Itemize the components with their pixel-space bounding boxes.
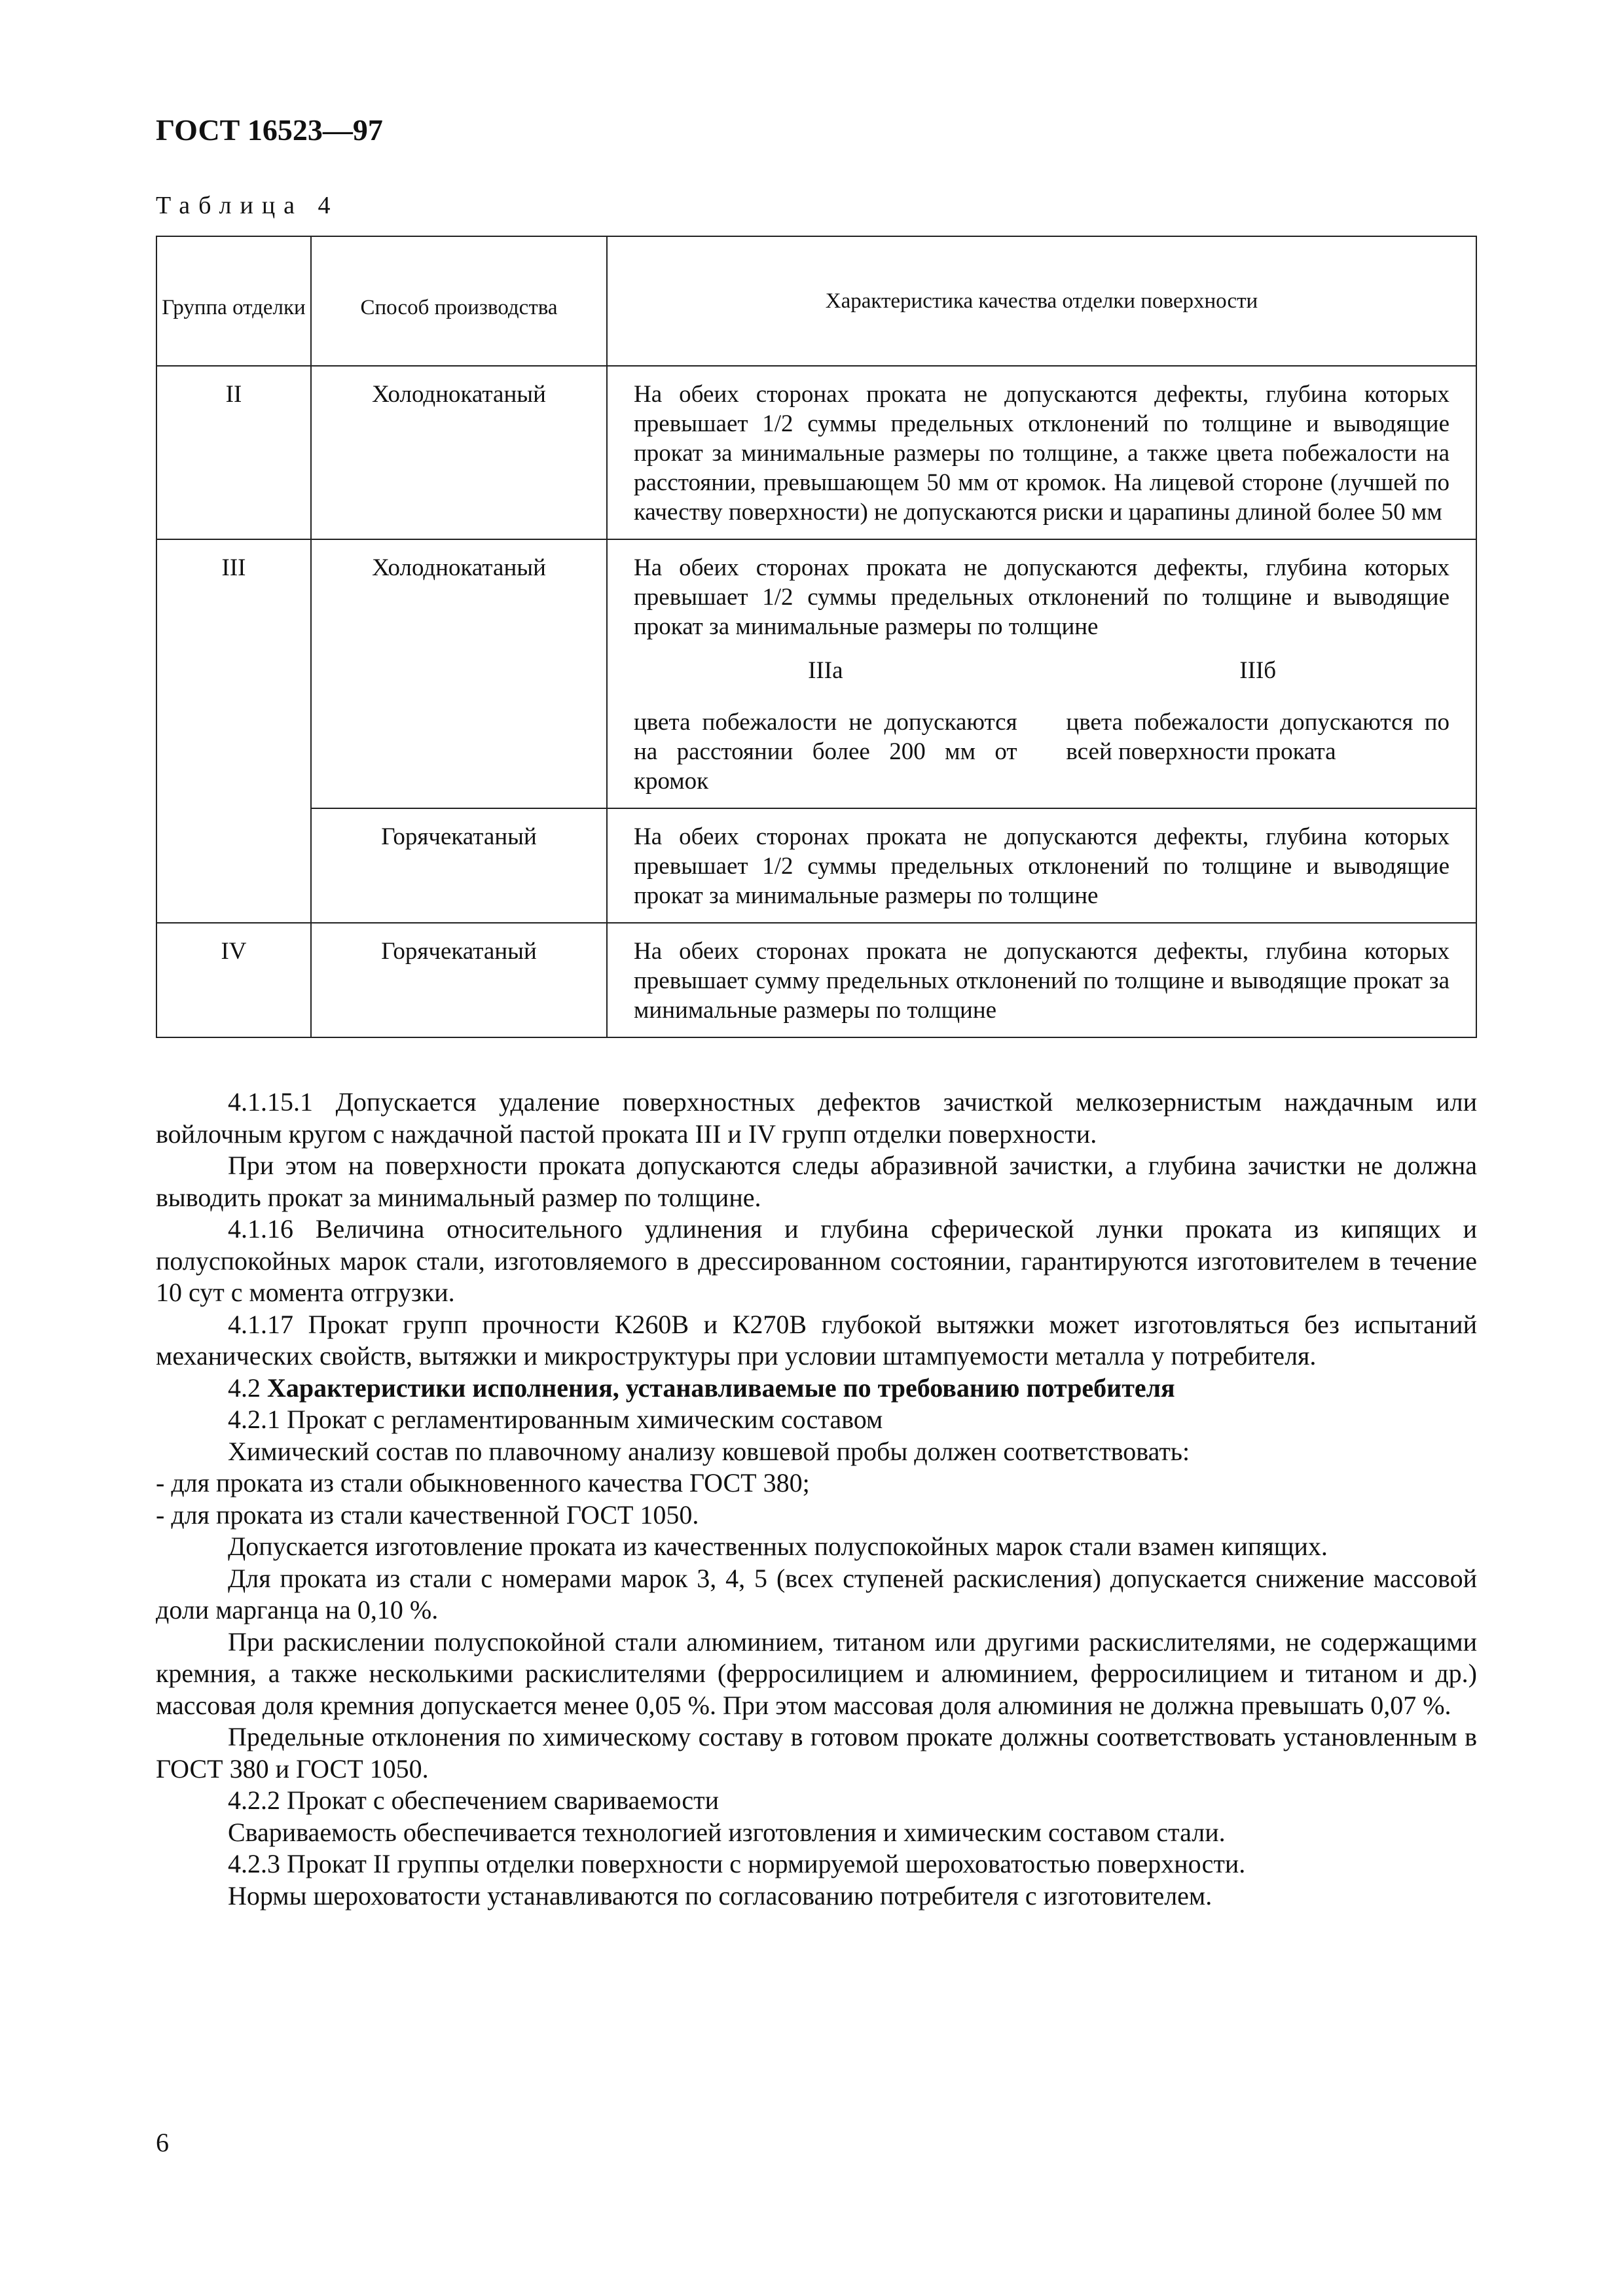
paragraph: 4.2.2 Прокат с обеспечением свариваемости [228, 1785, 719, 1815]
cell-group: IV [156, 923, 311, 1037]
paragraph: При раскислении полуспокойной стали алюминием, титаном или другими раскислителями, не содержащими кремния, а также несколькими раскислителями (ферросилицием и алюминием, ферросилицием и титаном и др.) массовая доля кремния допускается менее 0,05 %. При этом массовая доля алюминия не должна превышать 0,07 %. [156, 1626, 1477, 1720]
col-header-group: Группа отделки [156, 236, 311, 366]
paragraph: 4.2.3 Прокат II группы отделки поверхности с нормируемой шероховатостью поверхности. [228, 1849, 1246, 1878]
cell-quality [607, 539, 1476, 808]
paragraph: Допускается изготовление проката из качественных полуспокойных марок стали взамен кипящих. [228, 1532, 1328, 1561]
cell-group: II [156, 366, 311, 539]
table-caption: Таблица 4 [156, 192, 339, 219]
cell-method: Холоднокатаный [311, 366, 607, 539]
cell-quality: На обеих сторонах проката не допускаются дефекты, глубина которых превышает 1/2 суммы предельных отклонений по толщине и выводящие прокат за минимальные размеры по толщине [607, 808, 1476, 923]
list-item: - для проката из стали качественной ГОСТ 1050. [156, 1499, 699, 1530]
subgroup-a-title: IIIа [808, 657, 843, 684]
paragraph: 4.1.15.1 Допускается удаление поверхностных дефектов зачисткой мелкозернистым наждачным или войлочным кругом с наждачной пастой проката III и IV групп отделки поверхности. [156, 1087, 1477, 1149]
paragraph: Химический состав по плавочному анализу ковшевой пробы должен соответствовать: [228, 1436, 1190, 1466]
subgroup-b-text: цвета побежалости допускаются по всей поверхности проката [1066, 709, 1450, 765]
table-row [156, 539, 1476, 808]
paragraph: 4.1.16 Величина относительного удлинения и глубина сферической лунки проката из кипящих и полуспокойных марок стали, изготовляемого в дрессированном состоянии, гарантируются изготовителем в течение 10 сут с момента отгрузки. [156, 1214, 1477, 1307]
body-text [156, 1086, 1477, 1912]
document-code: ГОСТ 16523—97 [156, 113, 383, 147]
subgroup-a-text: цвета побежалости не допускаются на расстоянии более 200 мм от кромок [634, 709, 1017, 795]
quality-text: На обеих сторонах проката не допускаются дефекты, глубина которых превышает 1/2 суммы предельных отклонений по толщине и выводящие прокат за минимальные размеры по толщине [634, 554, 1450, 640]
table-4 [156, 236, 1477, 1038]
section-title: Характеристики исполнения, устанавливаемые по требованию потребителя [267, 1372, 1175, 1403]
subgroup-row [634, 656, 1450, 796]
subgroup-a [634, 656, 1017, 796]
page-number: 6 [156, 2128, 169, 2157]
subgroup-b [1066, 656, 1450, 796]
paragraph: Свариваемость обеспечивается технологией изготовления и химическим составом стали. [228, 1817, 1226, 1847]
paragraph: При этом на поверхности проката допускаются следы абразивной зачистки, а глубина зачистки не должна выводить прокат за минимальный размер по толщине. [156, 1151, 1477, 1212]
table-row [156, 808, 1476, 923]
cell-method: Холоднокатаный [311, 539, 607, 808]
paragraph: Для проката из стали с номерами марок 3, 4, 5 (всех ступеней раскисления) допускается снижение массовой доли марганца на 0,10 %. [156, 1563, 1477, 1624]
paragraph: 4.1.17 Прокат групп прочности К260В и К270В глубокой вытяжки может изготовляться без испытаний механических свойств, вытяжки и микроструктуры при условии штампуемости металла у потребителя. [156, 1309, 1477, 1371]
col-header-quality: Характеристика качества отделки поверхности [607, 236, 1476, 366]
paragraph: Предельные отклонения по химическому составу в готовом прокате должны соответствовать установленным в ГОСТ 380 и ГОСТ 1050. [156, 1722, 1477, 1784]
section-number: 4.2 [228, 1372, 261, 1403]
col-header-method: Способ производства [311, 236, 607, 366]
cell-quality: На обеих сторонах проката не допускаются дефекты, глубина которых превышает сумму предельных отклонений по толщине и выводящие прокат за минимальные размеры по толщине [607, 923, 1476, 1037]
list-item: - для проката из стали обыкновенного качества ГОСТ 380; [156, 1468, 810, 1498]
table-row [156, 366, 1476, 539]
paragraph: 4.2.1 Прокат с регламентированным химическим составом [228, 1405, 883, 1434]
cell-quality: На обеих сторонах проката не допускаются дефекты, глубина которых превышает 1/2 суммы предельных отклонений по толщине и выводящие прокат за минимальные размеры по толщине, а также цвета побежалости на расстоянии, превышающем 50 мм от кромок. На лицевой стороне (лучшей по качеству поверхности) не допускаются риски и царапины длиной более 50 мм [607, 366, 1476, 539]
table-row [156, 923, 1476, 1037]
subgroup-b-title: IIIб [1239, 657, 1277, 684]
cell-method: Горячекатаный [311, 808, 607, 923]
cell-group: III [156, 539, 311, 923]
section-heading [156, 1372, 1477, 1405]
paragraph: Нормы шероховатости устанавливаются по согласованию потребителя с изготовителем. [228, 1880, 1213, 1910]
cell-method: Горячекатаный [311, 923, 607, 1037]
table-header-row [156, 236, 1476, 366]
